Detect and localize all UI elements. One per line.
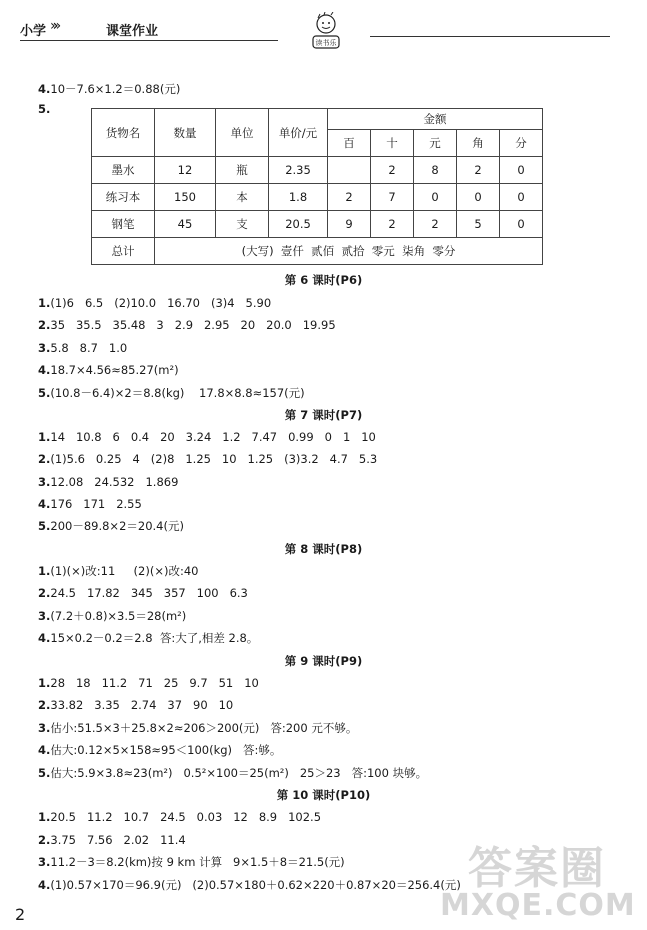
answer-line: 1.28 18 11.2 71 25 9.7 51 10: [38, 676, 259, 690]
cell-digit: 7: [371, 184, 414, 211]
cell-digit: 2: [457, 157, 500, 184]
answer-text: 10－7.6×1.2＝0.88(元): [50, 82, 181, 96]
digit-header: 十: [371, 130, 414, 157]
answer-line: 1.20.5 11.2 10.7 24.5 0.03 12 8.9 102.5: [38, 810, 322, 824]
cell-digit: 0: [414, 184, 457, 211]
answer-line: 3.估小:51.5×3＋25.8×2≈206＞200(元) 答:200 元不够。: [38, 721, 358, 735]
total-row: [92, 238, 543, 265]
header-qty: 数量: [155, 109, 216, 157]
section-title: 第 10 课时(P10): [276, 788, 371, 802]
header-amount: 金额: [328, 109, 543, 130]
cell-digit: 2: [371, 211, 414, 238]
chevron-icon: »»: [50, 18, 56, 34]
answer-line: 2.35 35.5 35.48 3 2.9 2.95 20 20.0 19.95: [38, 318, 336, 332]
answer-line: 1.(1)6 6.5 (2)10.0 16.70 (3)4 5.90: [38, 296, 272, 310]
digit-header: 百: [328, 130, 371, 157]
digit-header: 分: [500, 130, 543, 157]
cell-qty: 45: [155, 211, 216, 238]
answer-line: 3.12.08 24.532 1.869: [38, 475, 179, 489]
answer-line: 5.200－89.8×2＝20.4(元): [38, 519, 184, 533]
answer-line: 5.估大:5.9×3.8≈23(m²) 0.5²×100＝25(m²) 25＞23 答:100 块够。: [38, 766, 428, 780]
cell-price: 1.8: [269, 184, 328, 211]
total-text: (大写) 壹仟 贰佰 贰拾 零元 柒角 零分: [155, 238, 543, 265]
cell-digit: 0: [500, 184, 543, 211]
page-number: 2: [15, 905, 26, 924]
reading-boy-icon: [306, 12, 346, 50]
answer-line: 2.24.5 17.82 345 357 100 6.3: [38, 586, 248, 600]
question-number: 4.: [38, 82, 51, 96]
answer-line: 2.3.75 7.56 2.02 11.4: [38, 833, 186, 847]
table-row: [92, 211, 543, 238]
header-unit: 单位: [216, 109, 269, 157]
cell-name: 练习本: [92, 184, 155, 211]
answer-line: [38, 82, 180, 96]
cell-digit: 2: [328, 184, 371, 211]
cell-price: 20.5: [269, 211, 328, 238]
digit-header: 角: [457, 130, 500, 157]
answer-line: 3.11.2－3＝8.2(km)按 9 km 计算 9×1.5＋8＝21.5(元): [38, 855, 345, 869]
header-rule-right: [370, 36, 610, 37]
answer-line: 1.(1)(×)改:11 (2)(×)改:40: [38, 564, 199, 578]
cell-name: 钢笔: [92, 211, 155, 238]
answer-line: 4.(1)0.57×170＝96.9(元) (2)0.57×180＋0.62×220＋0.87×20＝256.4(元): [38, 878, 461, 892]
mascot-text: 读书乐: [315, 39, 337, 47]
watermark-url: MXQE.COM: [440, 888, 636, 923]
question-number: 5.: [38, 102, 51, 116]
goods-table: [91, 108, 543, 265]
header-price: 单价/元: [269, 109, 328, 157]
cell-qty: 12: [155, 157, 216, 184]
section-title: 第 9 课时(P9): [284, 654, 363, 668]
cell-digit: 9: [328, 211, 371, 238]
digit-header: 元: [414, 130, 457, 157]
cell-price: 2.35: [269, 157, 328, 184]
total-label: 总计: [92, 238, 155, 265]
cell-digit: 8: [414, 157, 457, 184]
table-row: [92, 184, 543, 211]
cell-unit: 支: [216, 211, 269, 238]
header-title: 课堂作业: [106, 24, 159, 39]
answer-line: 5.(10.8－6.4)×2＝8.8(kg) 17.8×8.8≈157(元): [38, 386, 305, 400]
section-title: 第 8 课时(P8): [284, 542, 363, 556]
answer-line: 1.14 10.8 6 0.4 20 3.24 1.2 7.47 0.99 0 1 10: [38, 430, 376, 444]
cell-digit: 2: [371, 157, 414, 184]
answer-line: 2.(1)5.6 0.25 4 (2)8 1.25 10 1.25 (3)3.2 4.7 5.3: [38, 452, 378, 466]
cell-digit: [328, 157, 371, 184]
answer-line: 4.176 171 2.55: [38, 497, 142, 511]
answer-line: 4.估大:0.12×5×158≈95＜100(kg) 答:够。: [38, 743, 282, 757]
header-goods: 货物名: [92, 109, 155, 157]
answer-line: 4.15×0.2－0.2＝2.8 答:大了,相差 2.8。: [38, 631, 259, 645]
answer-line: 3.5.8 8.7 1.0: [38, 341, 128, 355]
section-title: 第 7 课时(P7): [284, 408, 363, 422]
answer-line: 3.(7.2＋0.8)×3.5＝28(m²): [38, 609, 187, 623]
cell-digit: 5: [457, 211, 500, 238]
cell-digit: 2: [414, 211, 457, 238]
grade-label: 小学: [20, 24, 47, 39]
cell-digit: 0: [500, 157, 543, 184]
cell-unit: 本: [216, 184, 269, 211]
cell-digit: 0: [457, 184, 500, 211]
answer-line: 2.33.82 3.35 2.74 37 90 10: [38, 698, 234, 712]
section-title: 第 6 课时(P6): [284, 273, 363, 287]
cell-digit: 0: [500, 211, 543, 238]
table-row: [92, 157, 543, 184]
cell-qty: 150: [155, 184, 216, 211]
header-rule-left: [20, 40, 278, 41]
watermark-logo: 答案圈: [468, 843, 606, 894]
cell-name: 墨水: [92, 157, 155, 184]
answer-line: 4.18.7×4.56≈85.27(m²): [38, 363, 179, 377]
cell-unit: 瓶: [216, 157, 269, 184]
